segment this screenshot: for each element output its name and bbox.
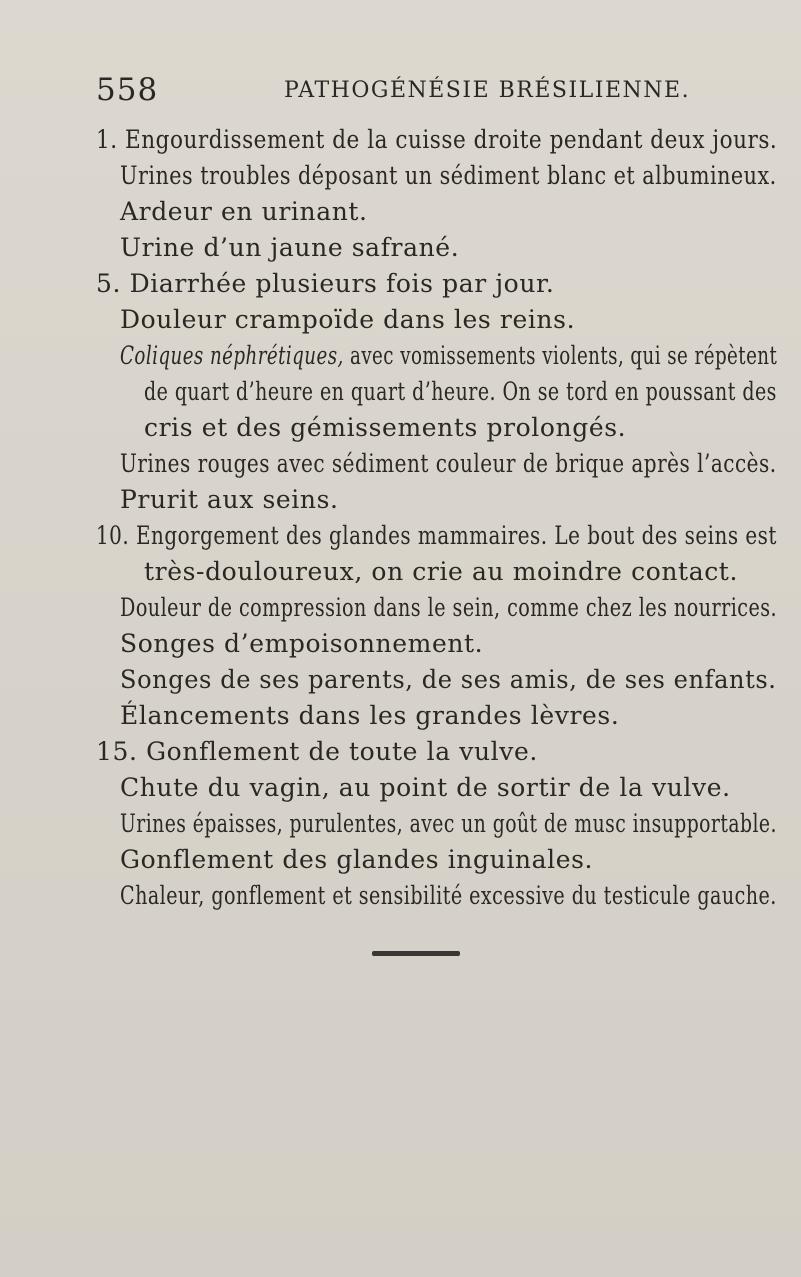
- page-header: [96, 72, 761, 112]
- running-title: PATHOGÉNÉSIE BRÉSILIENNE.: [284, 78, 691, 103]
- text-line: Urines épaisses, purulentes, avec un goût de musc insupportable.: [120, 809, 777, 838]
- text-line: 15. Gonflement de toute la vulve.: [96, 737, 538, 766]
- text-line: Songes de ses parents, de ses amis, de ses enfants.: [120, 665, 777, 694]
- text-line: Urines troubles déposant un sédiment blanc et albumineux.: [120, 161, 777, 190]
- text-line: Chute du vagin, au point de sortir de la vulve.: [120, 773, 731, 802]
- text-fragment: avec vomissements violents, qui se répètent: [343, 341, 778, 370]
- section-end-rule: [372, 951, 460, 956]
- text-line-coliques: [120, 338, 777, 374]
- text-line: Douleur crampoïde dans les reins.: [120, 305, 576, 334]
- text-line: Urines rouges avec sédiment couleur de brique après l’accès.: [120, 449, 777, 478]
- text-line: très-douloureux, on crie au moindre contact.: [144, 557, 739, 586]
- text-line: 10. Engorgement des glandes mammaires. Le bout des seins est: [96, 521, 777, 550]
- italic-term: Coliques néphrétiques,: [120, 341, 344, 370]
- text-line: Songes d’empoisonnement.: [120, 629, 484, 658]
- page-number: 558: [96, 72, 159, 108]
- text-line: Gonflement des glandes inguinales.: [120, 845, 594, 874]
- text-line: 1. Engourdissement de la cuisse droite pendant deux jours.: [96, 125, 778, 154]
- text-line: Prurit aux seins.: [120, 485, 339, 514]
- text-line: Chaleur, gonflement et sensibilité excessive du testicule gauche.: [120, 881, 777, 910]
- text-line: cris et des gémissements prolongés.: [144, 413, 627, 442]
- text-line: 5. Diarrhée plusieurs fois par jour.: [96, 269, 555, 298]
- text-line: de quart d’heure en quart d’heure. On se tord en poussant des: [144, 377, 777, 406]
- text-line: Élancements dans les grandes lèvres.: [120, 701, 620, 730]
- text-line: Urine d’un jaune safrané.: [120, 233, 460, 262]
- text-line: Ardeur en urinant.: [120, 197, 368, 226]
- text-line: Douleur de compression dans le sein, comme chez les nourrices.: [120, 593, 778, 622]
